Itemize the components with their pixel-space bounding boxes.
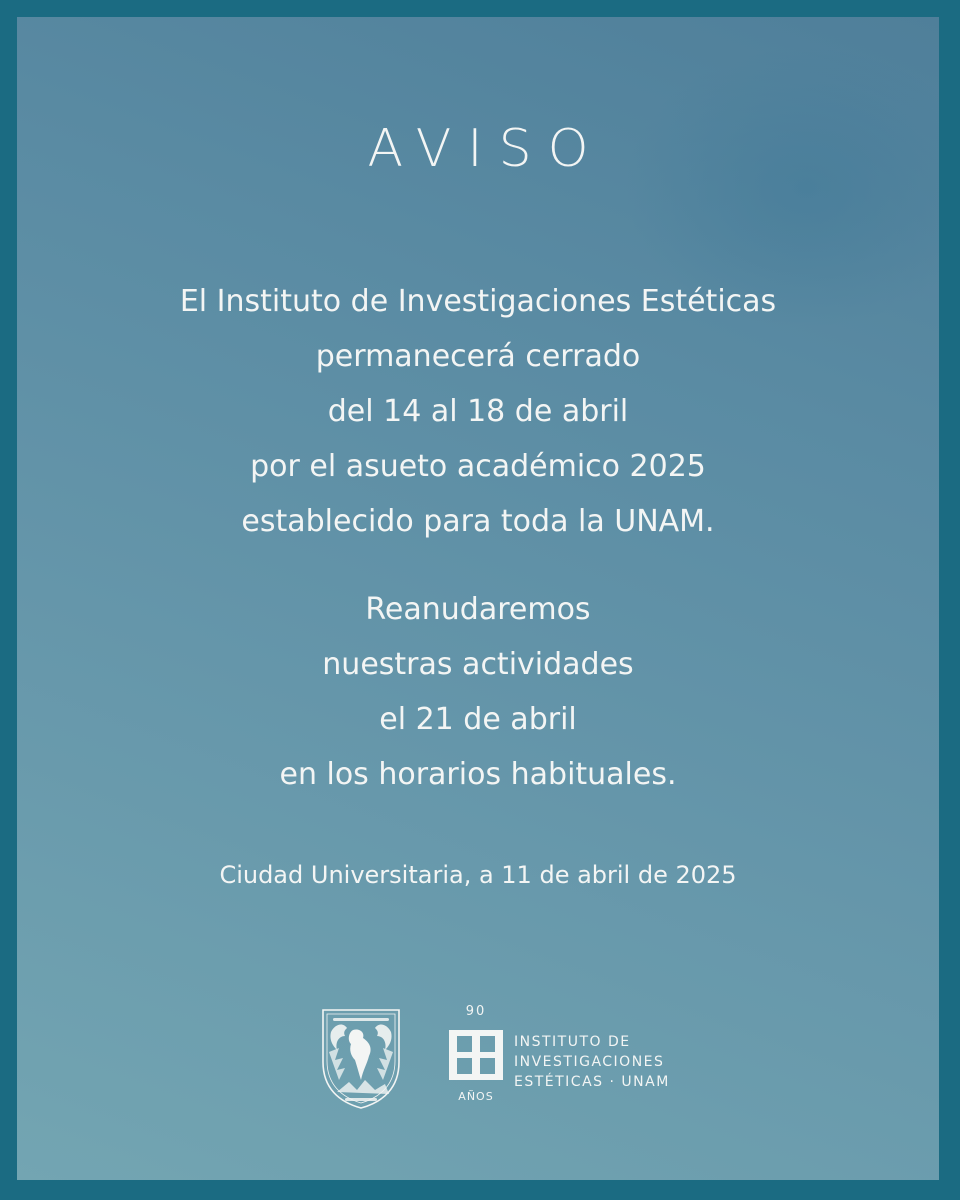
anniversary-label: AÑOS [458, 1090, 494, 1103]
notice-line: del 14 al 18 de abril [327, 394, 629, 429]
closure-notice [17, 274, 939, 549]
iie-wordmark-line: INSTITUTO DE [514, 1034, 631, 1050]
anniversary-number: 90 [465, 1004, 487, 1019]
resume-line: nuestras actividades [322, 647, 634, 682]
resume-line: en los horarios habituales. [279, 757, 677, 792]
resume-line: Reanudaremos [365, 592, 591, 627]
resume-line: el 21 de abril [379, 702, 577, 737]
dateline: Ciudad Universitaria, a 11 de abril de 2025 [219, 861, 737, 889]
notice-line: por el asueto académico 2025 [250, 449, 706, 484]
iie-wordmark-line: INVESTIGACIONES [514, 1054, 665, 1070]
notice-line: establecido para toda la UNAM. [241, 504, 715, 539]
iie-logo-icon [447, 1026, 505, 1084]
iie-wordmark [514, 1032, 670, 1092]
resume-notice [17, 582, 939, 802]
notice-line: El Instituto de Investigaciones Estéticas [179, 284, 777, 319]
logo-row [17, 1002, 939, 1122]
notice-panel [17, 17, 939, 1180]
iie-anniversary-mark [441, 1004, 511, 1116]
notice-title: AVISO [367, 119, 605, 179]
unam-seal-icon [305, 1002, 417, 1114]
notice-line: permanecerá cerrado [315, 339, 641, 374]
iie-wordmark-line: ESTÉTICAS · UNAM [514, 1074, 670, 1090]
